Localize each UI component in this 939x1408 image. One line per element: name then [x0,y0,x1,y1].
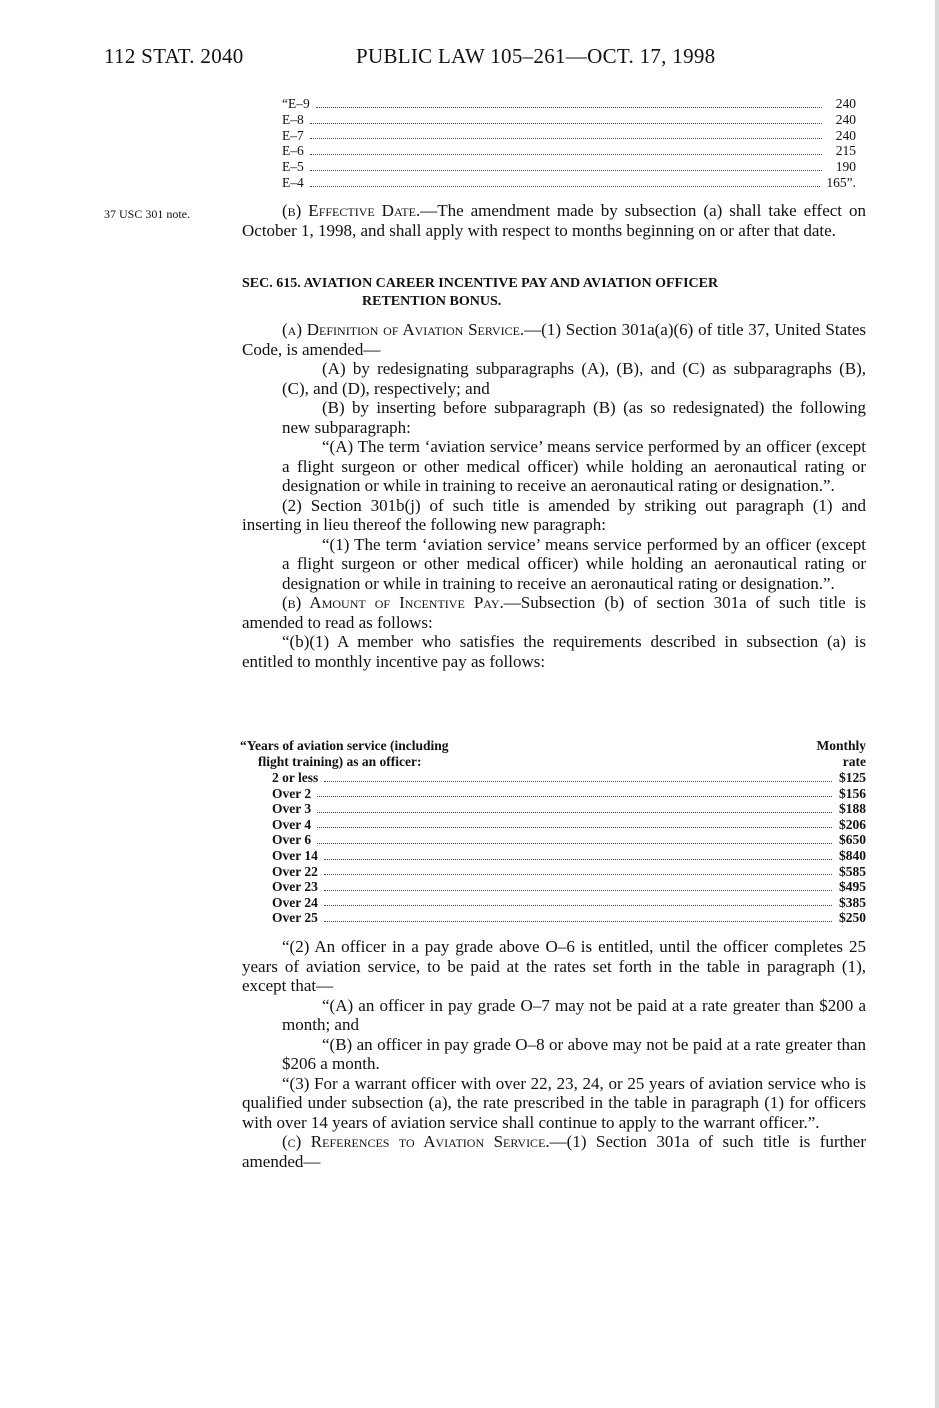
table-row [282,128,856,144]
leader-dots [317,802,832,813]
grade-label: E–6 [282,143,304,159]
effective-date-text: —The amendment made by subsection (a) shall take effect on October 1, 1998, and shall apply with respect to months beginning on or after that date. [242,201,866,240]
leader-dots [310,160,822,171]
grade-amount: 215 [835,143,856,159]
table-row [282,143,856,159]
monthly-rate: $125 [839,770,866,785]
effective-date-heading: (b) Effective Date. [282,201,421,220]
section-body-part-1 [242,320,866,671]
clause-a-B: (B) by inserting before subparagraph (B) (as so redesignated) the following new subparagraph: [282,398,866,437]
table-row [282,175,856,191]
leader-dots [310,128,822,139]
quoted-subparagraph-A: “(A) The term ‘aviation service’ means service performed by an officer (except a flight surgeon or other medical officer) while holding an aeronautical rating or designation or while in training to receive an aeronautical rating or designation.”. [282,437,866,495]
grade-amount: 165”. [826,174,856,190]
table-row [282,96,856,112]
subsection-c-text: —(1) Section 301a of such title is further amended— [242,1132,866,1171]
years-label: Over 24 [272,894,318,910]
years-label: Over 14 [272,847,318,863]
leader-dots [317,817,832,828]
table-row [272,801,866,817]
table-row [272,848,866,864]
monthly-rate: $206 [839,816,866,832]
table-row [272,910,866,926]
rate-column-header [816,738,866,769]
clause-b-2-B: “(B) an officer in pay grade O–8 or above may not be paid at a rate greater than $206 a month. [282,1034,866,1073]
quoted-paragraph-1: “(1) The term ‘aviation service’ means service performed by an officer (except a flight surgeon or other medical officer) while holding an aeronautical rating or designation or while in training to receive an aeronautical rating or designation.”. [282,534,866,593]
subsection-a-heading: (a) Definition of Aviation Service. [282,320,525,339]
years-label: Over 22 [272,863,318,879]
leader-dots [324,771,832,782]
leader-dots [324,895,832,906]
clause-b-2-A: “(A) an officer in pay grade O–7 may not be paid at a rate greater than $200 a month; and [282,995,866,1034]
section-body-part-2 [242,937,866,1171]
leader-dots [324,911,832,922]
paragraph-b-1: “(b)(1) A member who satisfies the requirements described in subsection (a) is entitled to monthly incentive pay as follows: [242,632,866,671]
leader-dots [317,833,832,844]
header-line: Monthly [816,738,866,753]
years-label: 2 or less [272,770,319,785]
subsection-c-heading: (c) References to Aviation Service. [282,1132,550,1151]
years-column-header [240,738,449,769]
public-law-title: PUBLIC LAW 105–261—OCT. 17, 1998 [356,44,716,68]
table-row [272,817,866,833]
table-row [272,832,866,848]
subsection-a-text: —(1) Section 301a(a)(6) of title 37, United States Code, is amended— [242,320,866,359]
monthly-rate: $188 [839,801,866,817]
grade-amount: 240 [835,127,856,143]
monthly-rate: $650 [839,832,866,848]
leader-dots [310,113,822,124]
table-row [282,112,856,128]
monthly-rate: $250 [839,910,866,926]
table-row [272,879,866,895]
incentive-pay-rate-table [240,738,866,926]
page-header [104,44,864,78]
leader-dots [324,849,832,860]
years-label: Over 6 [272,832,312,848]
table-row [272,786,866,802]
monthly-rate: $585 [839,863,866,879]
clause-a-A: (A) by redesignating subparagraphs (A), (B), and (C) as subparagraphs (B), (C), and (D), respectively; and [282,359,866,398]
monthly-rate: $385 [839,894,866,910]
table-body [240,770,866,926]
monthly-rate: $840 [839,847,866,863]
section-title-line-2: RETENTION BONUS. [362,294,502,309]
table-row [272,895,866,911]
subsection-b-text: —Subsection (b) of section 301a of such title is amended to read as follows: [242,593,866,632]
years-label: Over 23 [272,879,318,895]
subsection-b [242,593,866,632]
page-edge [935,0,939,1408]
subsection-c [242,1132,866,1171]
monthly-rate: $495 [839,879,866,895]
table-row [272,770,866,786]
paragraph-a-2: (2) Section 301b(j) of such title is amended by striking out paragraph (1) and inserting in lieu thereof the following new paragraph: [242,495,866,534]
table-row [272,864,866,880]
grade-amount: 190 [835,159,856,175]
grade-label: E–5 [282,159,304,175]
years-label: Over 3 [272,801,312,817]
grade-label: E–8 [282,111,304,127]
header-line: “Years of aviation service (including [240,738,449,753]
statute-page-number: 112 STAT. 2040 [104,44,244,68]
years-label: Over 2 [272,785,312,801]
years-label: Over 4 [272,816,312,832]
grade-amount: 240 [835,96,856,111]
subsection-b-heading: (b) Amount of Incentive Pay. [282,593,504,612]
effective-date-paragraph [242,201,866,240]
leader-dots [310,144,822,155]
paragraph-b-2: “(2) An officer in a pay grade above O–6 is entitled, until the officer completes 25 years of aviation service, to be paid at the rates set forth in the table in paragraph (1), except that— [242,937,866,995]
paragraph-b-3: “(3) For a warrant officer with over 22, 23, 24, or 25 years of aviation service who is qualified under subsection (a), the rate prescribed in the table in paragraph (1) for officers with over 14 years of aviation service shall continue to apply to the warrant officer.”. [242,1073,866,1132]
grade-label: E–4 [282,174,304,190]
grade-label: “E–9 [282,96,310,111]
section-title-line-1: SEC. 615. AVIATION CAREER INCENTIVE PAY AND AVIATION OFFICER [242,276,719,291]
header-line: rate [842,753,866,769]
leader-dots [324,880,832,891]
years-label: Over 25 [272,910,318,926]
table-row [282,159,856,175]
enlisted-grade-table [282,96,856,191]
leader-dots [317,786,832,797]
leader-dots [324,864,832,875]
section-title [242,275,866,311]
leader-dots [310,176,821,187]
subsection-a [242,320,866,359]
grade-label: E–7 [282,127,304,143]
header-line: flight training) as an officer: [258,753,422,769]
margin-citation-note: 37 USC 301 note. [104,207,191,221]
table-header [240,738,866,770]
leader-dots [316,97,822,108]
grade-amount: 240 [835,111,856,127]
monthly-rate: $156 [839,785,866,801]
